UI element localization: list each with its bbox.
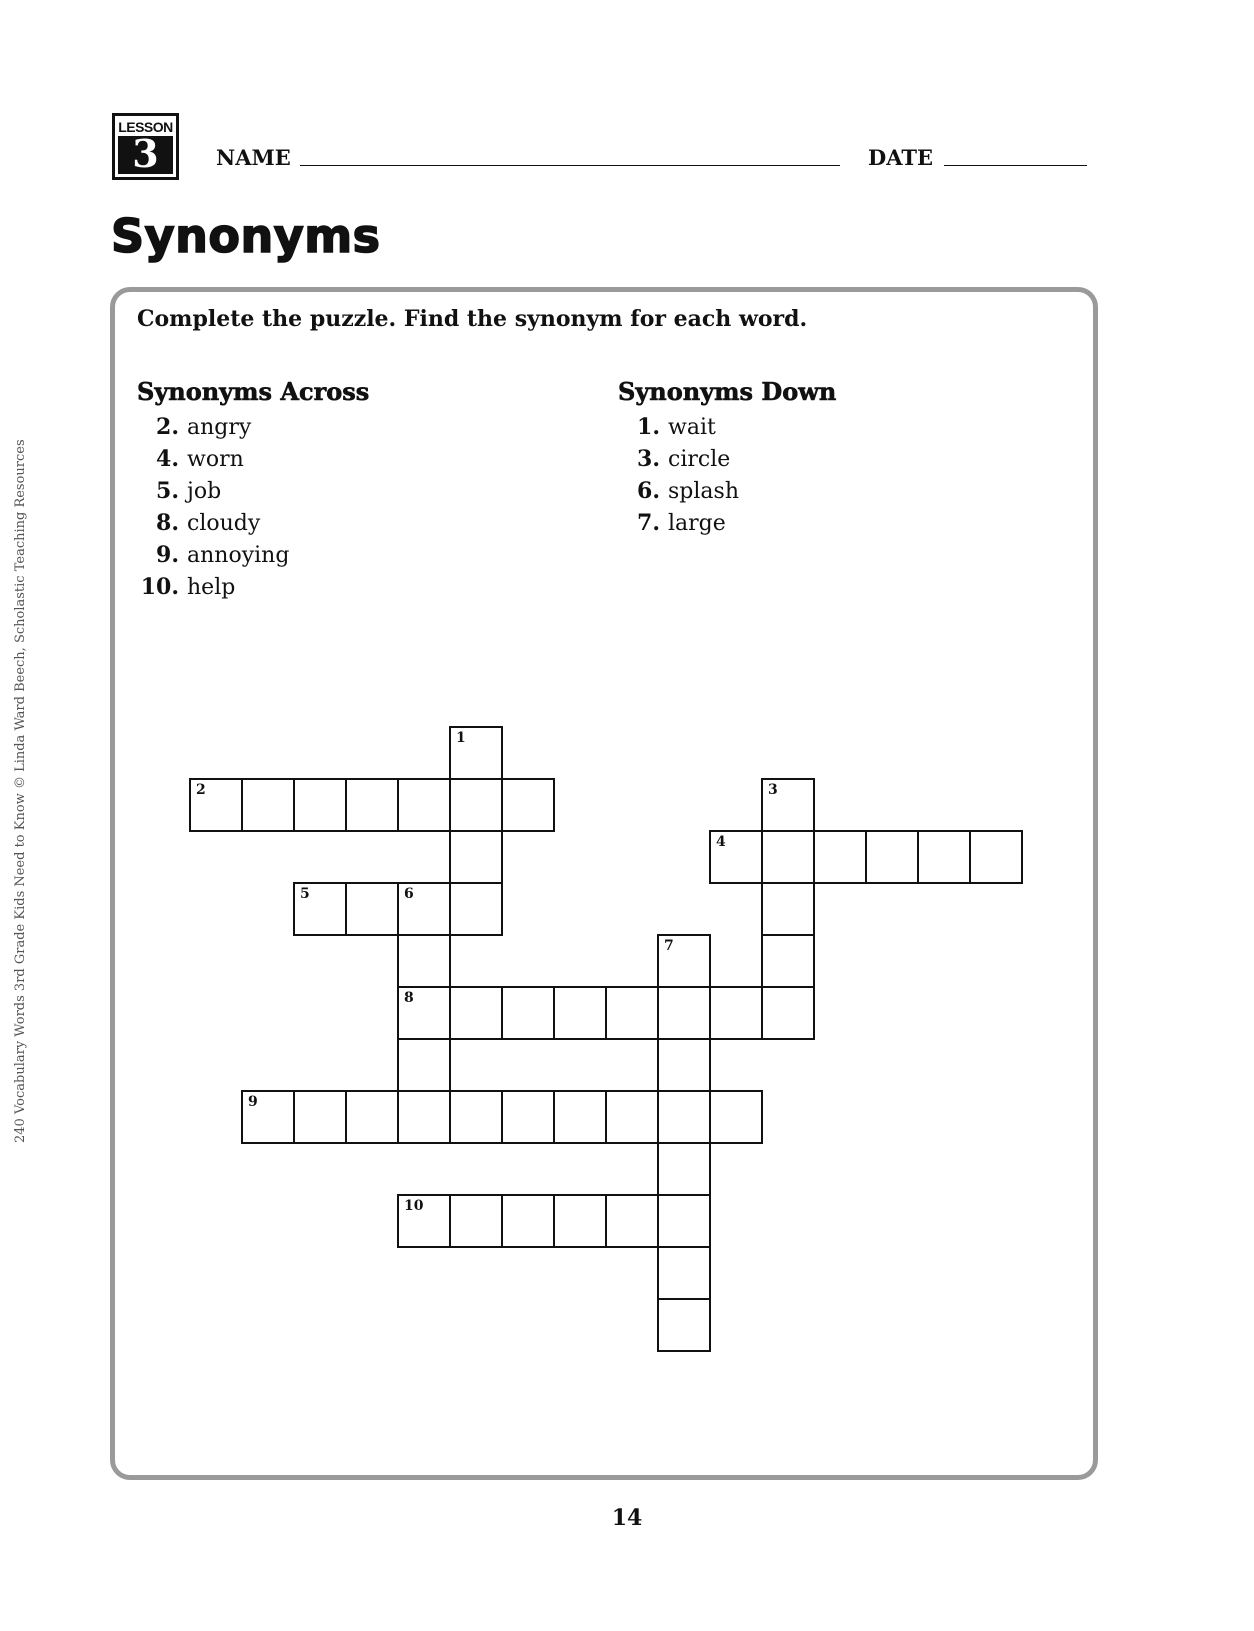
crossword-cell[interactable] (761, 986, 815, 1040)
clue-number: 10. (140, 574, 179, 600)
clue-word: splash (668, 479, 739, 504)
crossword-cell[interactable] (293, 882, 347, 936)
across-clue-list (137, 411, 289, 603)
clue-item (618, 443, 739, 475)
crossword-cell[interactable] (293, 778, 347, 832)
clue-item (618, 475, 739, 507)
clue-item (137, 411, 289, 443)
clue-item (137, 507, 289, 539)
crossword-cell[interactable] (657, 1246, 711, 1300)
crossword-cell[interactable] (397, 1194, 451, 1248)
name-field[interactable] (300, 165, 840, 166)
crossword-cell[interactable] (917, 830, 971, 884)
crossword-cell[interactable] (657, 934, 711, 988)
clue-number: 7. (637, 510, 660, 536)
clue-word: worn (187, 447, 244, 472)
crossword-cell[interactable] (761, 778, 815, 832)
cell-number: 3 (768, 782, 778, 798)
crossword-cell[interactable] (605, 1090, 659, 1144)
crossword-cell[interactable] (865, 830, 919, 884)
clue-word: help (187, 575, 236, 600)
crossword-cell[interactable] (813, 830, 867, 884)
clue-number: 5. (156, 478, 179, 504)
crossword-cell[interactable] (501, 1090, 555, 1144)
clue-item (137, 539, 289, 571)
clue-word: circle (668, 447, 731, 472)
crossword-cell[interactable] (397, 934, 451, 988)
crossword-cell[interactable] (397, 986, 451, 1040)
clue-item (618, 507, 739, 539)
crossword-cell[interactable] (605, 986, 659, 1040)
crossword-cell[interactable] (345, 778, 399, 832)
crossword-cell[interactable] (709, 830, 763, 884)
crossword-cell[interactable] (449, 1090, 503, 1144)
crossword-cell[interactable] (293, 1090, 347, 1144)
copyright-credit: 240 Vocabulary Words 3rd Grade Kids Need to Know © Linda Ward Beech, Scholastic Teaching Resources (13, 439, 28, 1143)
cell-number: 7 (664, 938, 674, 954)
lesson-badge (112, 113, 179, 180)
lesson-badge-inner (118, 119, 173, 174)
crossword-cell[interactable] (657, 1298, 711, 1352)
crossword-cell[interactable] (345, 882, 399, 936)
crossword-cell[interactable] (501, 778, 555, 832)
crossword-cell[interactable] (761, 882, 815, 936)
clue-number: 4. (156, 446, 179, 472)
lesson-label: LESSON (118, 119, 173, 135)
crossword-cell[interactable] (449, 830, 503, 884)
clue-word: large (668, 511, 726, 536)
clue-word: cloudy (187, 511, 261, 536)
page-number: 14 (611, 1505, 643, 1531)
cell-number: 10 (404, 1198, 424, 1214)
clue-number: 6. (637, 478, 660, 504)
crossword-cell[interactable] (449, 778, 503, 832)
crossword-cell[interactable] (761, 934, 815, 988)
crossword-cell[interactable] (501, 986, 555, 1040)
crossword-cell[interactable] (397, 1038, 451, 1092)
crossword-cell[interactable] (657, 1090, 711, 1144)
across-heading: Synonyms Across (137, 377, 370, 406)
crossword-cell[interactable] (449, 1194, 503, 1248)
crossword-cell[interactable] (345, 1090, 399, 1144)
cell-number: 8 (404, 990, 414, 1006)
clue-number: 2. (156, 414, 179, 440)
crossword-cell[interactable] (657, 1194, 711, 1248)
cell-number: 6 (404, 886, 414, 902)
cell-number: 2 (196, 782, 206, 798)
crossword-cell[interactable] (657, 1142, 711, 1196)
crossword-cell[interactable] (449, 726, 503, 780)
crossword-cell[interactable] (397, 882, 451, 936)
clue-word: job (187, 479, 222, 504)
crossword-cell[interactable] (241, 778, 295, 832)
crossword-cell[interactable] (553, 1194, 607, 1248)
clue-number: 8. (156, 510, 179, 536)
lesson-number: 3 (132, 131, 159, 176)
crossword-cell[interactable] (553, 986, 607, 1040)
cell-number: 5 (300, 886, 310, 902)
crossword-cell[interactable] (969, 830, 1023, 884)
crossword-cell[interactable] (501, 1194, 555, 1248)
cell-number: 4 (716, 834, 726, 850)
instructions: Complete the puzzle. Find the synonym for each word. (137, 306, 808, 332)
clue-word: angry (187, 415, 252, 440)
cell-number: 1 (456, 730, 466, 746)
crossword-cell[interactable] (449, 986, 503, 1040)
clue-word: annoying (187, 543, 290, 568)
clue-item (137, 475, 289, 507)
crossword-cell[interactable] (709, 986, 763, 1040)
cell-number: 9 (248, 1094, 258, 1110)
clue-word: wait (668, 415, 716, 440)
crossword-cell[interactable] (709, 1090, 763, 1144)
clue-item (618, 411, 739, 443)
crossword-cell[interactable] (657, 1038, 711, 1092)
crossword-cell[interactable] (553, 1090, 607, 1144)
crossword-cell[interactable] (397, 778, 451, 832)
date-field[interactable] (944, 165, 1087, 166)
clue-item (137, 571, 289, 603)
clue-number: 9. (156, 542, 179, 568)
date-label: DATE (868, 145, 933, 170)
down-clue-list (618, 411, 739, 539)
crossword-cell[interactable] (449, 882, 503, 936)
crossword-cell[interactable] (189, 778, 243, 832)
crossword-cell[interactable] (605, 1194, 659, 1248)
clue-number: 3. (637, 446, 660, 472)
clue-number: 1. (637, 414, 660, 440)
crossword-cell[interactable] (241, 1090, 295, 1144)
down-heading: Synonyms Down (618, 377, 837, 406)
page-title: Synonyms (111, 209, 381, 263)
name-label: NAME (216, 145, 291, 170)
crossword-cell[interactable] (397, 1090, 451, 1144)
crossword-cell[interactable] (657, 986, 711, 1040)
crossword-cell[interactable] (761, 830, 815, 884)
clue-item (137, 443, 289, 475)
